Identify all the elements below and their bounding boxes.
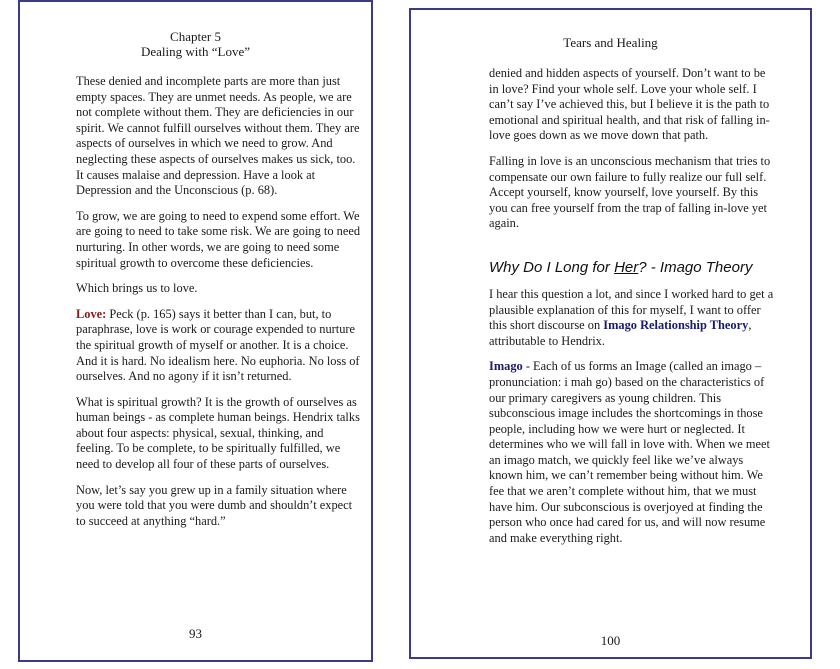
running-head: Tears and Healing xyxy=(563,35,658,50)
imago-theory-term: Imago Relationship Theory xyxy=(603,318,749,333)
paragraph: To grow, we are going to need to expend some effort. We are going to need to take some risk. We are going to need nurturing. In other words, we are going to need some spiritual growth to overcome these deficiencies. xyxy=(76,208,361,270)
paragraph: These denied and incomplete parts are more than just empty spaces. They are unmet needs. As people, we are not complete without them. They are deficiencies in our spirit. We cannot fulfill ourselves without them. They are aspects of ourselves in which we need to grow. And neglecting these aspects of ourselves makes us sick, too. It causes malaise and depression. Have a look at Depression and the Unconscious (p. 68). xyxy=(76,74,360,198)
paragraph: Falling in love is an unconscious mechanism that tries to compensate our own failure to fully realize our full self. Accept yourself, know yourself, love yourself. By this you can free yourself from the trap of falling in-love yet again. xyxy=(489,153,771,231)
paragraph-text: , attributable to Hendrix. xyxy=(489,318,752,348)
love-definition: Peck (p. 165) says it better than I can, but, to paraphrase, love is work or courage expended to nurture the spiritual growth of myself or another. It is a choice. And it is hard. No idealism here. No euphoria. No loss of ourselves. And no agony if it isn’t returned. xyxy=(76,306,360,384)
right-page-body xyxy=(489,66,774,556)
page-number: 100 xyxy=(600,633,621,648)
imago-term: Imago xyxy=(489,359,523,374)
heading-text: ? - Imago Theory xyxy=(638,258,753,276)
left-page xyxy=(18,0,373,662)
page-number: 93 xyxy=(189,626,202,641)
paragraph-text: I hear this question a lot, and since I worked hard to get a plausible explanation of this for myself, I want to offer this short discourse on xyxy=(489,286,774,333)
paragraph: Which brings us to love. xyxy=(76,281,198,296)
paragraph-imago xyxy=(489,359,774,546)
heading-underlined-text: Her xyxy=(614,258,639,276)
chapter-number: Chapter 5 xyxy=(170,29,221,44)
paragraph: What is spiritual growth? It is the growth of ourselves as human beings - as complete human beings. Hendrix talks about four aspects: physical, sexual, thinking, and feeling. To be complete, to be spiritually fulfilled, we need to develop all four of these parts of ourselves. xyxy=(76,394,360,472)
chapter-title: Dealing with “Love” xyxy=(140,44,250,59)
chapter-header xyxy=(20,29,371,59)
love-term: Love: xyxy=(76,306,107,321)
heading-text: Why Do I Long for xyxy=(489,258,615,276)
left-page-body xyxy=(76,74,361,539)
paragraph: Now, let’s say you grew up in a family situation where you were told that you were dumb and shouldn’t expect to succeed at anything “hard.” xyxy=(76,482,353,528)
paragraph xyxy=(489,287,774,349)
right-page xyxy=(409,8,812,659)
section-heading xyxy=(489,258,774,277)
imago-definition: - Each of us forms an Image (called an imago – pronunciation: i mah go) based on the characteristics of our primary caregivers as young children. This subconscious image includes the shortcomings in those people, including how we were hurt or neglected. It determines who we will fall in love with. When we meet an imago match, we quickly feel like we’ve always known him, we can’t remember being without him. We fee that we aren’t complete without him, that we must have him. Our subconscious is overjoyed at finding the person who once had cared for us, and will now resume and make everything right. xyxy=(489,359,770,545)
paragraph: denied and hidden aspects of yourself. Don’t want to be in love? Find your whole self. Love your whole self. I can’t say I’ve achieved this, but I believe it is the path to emotional and spiritual health, and that risk of falling in-love goes down as we move down that path. xyxy=(489,66,770,143)
paragraph-love xyxy=(76,307,361,385)
